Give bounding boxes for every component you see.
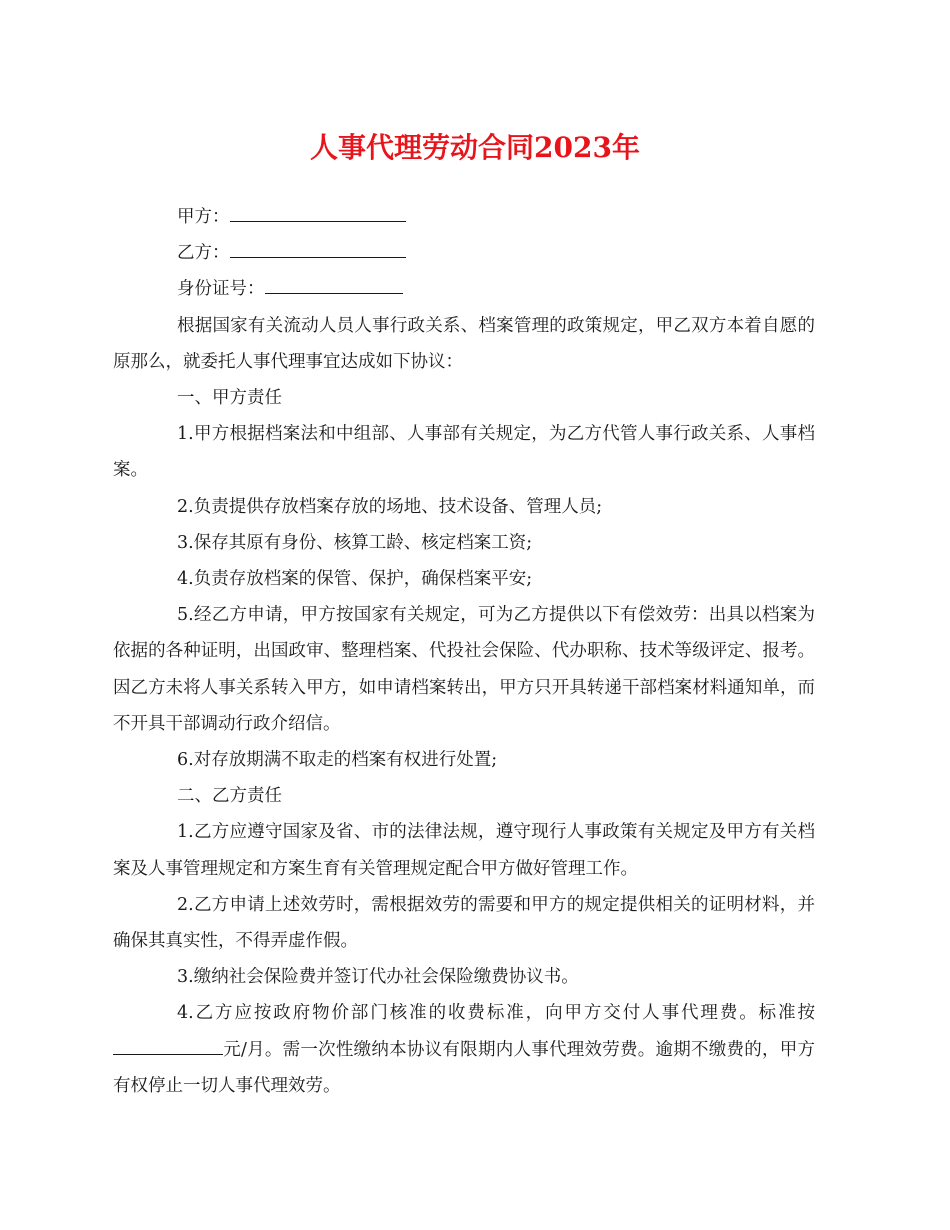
id-number-blank	[265, 275, 403, 294]
party-a-field	[113, 199, 815, 235]
section-a-heading: 一、甲方责任	[177, 388, 282, 409]
section-a-item: 2.负责提供存放档案存放的场地、技术设备、管理人员;	[177, 496, 603, 517]
section-a-item: 6.对存放期满不取走的档案有权进行处置;	[177, 750, 498, 771]
id-number-label: 身份证号：	[177, 279, 265, 300]
fee-text-before: 4.乙方应按政府物价部门核准的收费标准，向甲方交付人事代理费。标准按	[177, 1003, 815, 1024]
section-a-item: 4.负责存放档案的保管、保护，确保档案平安;	[177, 569, 533, 590]
section-a-item: 1.甲方根据档案法和中组部、人事部有关规定，为乙方代管人事行政关系、人事档案。	[113, 424, 815, 481]
party-b-label: 乙方：	[177, 243, 230, 264]
section-a-item: 5.经乙方申请，甲方按国家有关规定，可为乙方提供以下有偿效劳：出具以档案为依据的各种证明，出国政审、整理档案、代投社会保险、代办职称、技术等级评定、报考。因乙方未将人事关系转入甲方，如申请档案转出，甲方只开具转递干部档案材料通知单，而不开具干部调动行政介绍信。	[113, 605, 815, 734]
section-b-item: 1.乙方应遵守国家及省、市的法律法规，遵守现行人事政策有关规定及甲方有关档案及人事管理规定和方案生育有关管理规定配合甲方做好管理工作。	[113, 822, 815, 879]
party-b-field	[113, 235, 815, 271]
document-body	[113, 199, 815, 1104]
section-a-item: 3.保存其原有身份、核算工龄、核定档案工资;	[177, 532, 533, 553]
section-b-item-4	[113, 995, 815, 1104]
document-title: 人事代理劳动合同2023年	[310, 131, 640, 164]
id-number-field	[113, 271, 815, 307]
section-b-item: 2.乙方申请上述效劳时，需根据效劳的需要和甲方的规定提供相关的证明材料，并确保其真实性，不得弄虚作假。	[113, 894, 815, 952]
party-a-blank	[230, 203, 406, 222]
section-b-heading: 二、乙方责任	[177, 786, 282, 807]
fee-amount-blank	[113, 1036, 223, 1055]
party-a-label: 甲方：	[177, 207, 230, 227]
fee-text-after: 元/月。需一次性缴纳本协议有限期内人事代理效劳费。逾期不缴费的，甲方有权停止一切人事代理效劳。	[113, 1039, 815, 1096]
intro-paragraph: 根据国家有关流动人员人事行政关系、档案管理的政策规定，甲乙双方本着自愿的原那么，就委托人事代理事宜达成如下协议：	[113, 315, 815, 372]
section-b-item: 3.缴纳社会保险费并签订代办社会保险缴费协议书。	[177, 967, 579, 988]
party-b-blank	[230, 239, 406, 258]
